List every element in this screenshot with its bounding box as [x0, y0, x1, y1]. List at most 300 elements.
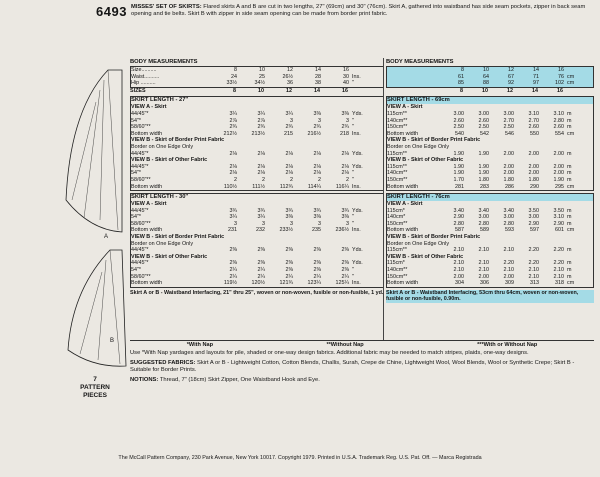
value-cell: 2.80	[453, 220, 464, 227]
value-cell: 2	[290, 176, 293, 183]
row-label: 140cm**	[387, 117, 408, 124]
value-cell: 12	[287, 67, 293, 73]
value-cell: 2.10	[453, 260, 464, 267]
row-values	[439, 74, 564, 81]
value-cell: 1.90	[453, 150, 464, 157]
value-cell: 2⅞	[257, 117, 265, 124]
value-cell: 3.50	[553, 207, 564, 214]
body-measurements-title: BODY MEASUREMENTS	[130, 59, 198, 65]
interfacing-note: Skirt A or B - Waistband Interfacing, 53cm thru 64cm, woven or non-woven, fusible or non-fusible, 0.90m.	[386, 290, 594, 303]
view-note: Border on One Edge Only	[131, 143, 194, 150]
value-cell: 2.60	[478, 117, 489, 124]
unit-label: m	[567, 117, 572, 124]
value-cell: 2⅜	[341, 267, 349, 274]
value-cell: 1.90	[453, 170, 464, 177]
row-values	[439, 164, 564, 171]
value-cell: 114¼	[307, 183, 321, 190]
unit-label: Ins.	[352, 183, 361, 190]
row-values	[439, 247, 564, 254]
size-cell: 16	[342, 87, 348, 94]
value-cell: 2.70	[503, 117, 514, 124]
value-cell: 28	[315, 73, 321, 80]
value-cell: 313	[530, 280, 539, 287]
column-divider	[383, 58, 384, 340]
value-cell: 12	[508, 67, 514, 73]
row-label: 115cm*	[387, 207, 405, 214]
unit-label: m	[567, 260, 572, 267]
row-values	[439, 170, 564, 177]
value-cell: 1.80	[503, 176, 514, 183]
publisher-footer: The McCall Pattern Company, 230 Park Avenue, New York 10017. Copyright 1979. Printed in U.S.A. Trademark Reg. U.S. Pat. Off. — Marca Registrada	[118, 455, 482, 461]
value-cell: 213½	[251, 130, 265, 137]
value-cell: 3.50	[528, 207, 539, 214]
value-cell: 3¼	[285, 110, 293, 117]
body-measurements-table	[130, 66, 384, 88]
table-row	[387, 208, 593, 215]
view-title: VIEW B - Skirt of Border Print Fabric	[131, 234, 225, 241]
value-cell: 2⅜	[341, 260, 349, 267]
table-row	[131, 80, 383, 87]
row-label: Waist..........	[131, 73, 160, 80]
row-label: 44/45"*	[131, 207, 149, 214]
value-cell: 110½	[223, 183, 237, 190]
value-cell: 2⅛	[341, 163, 349, 170]
unit-label: cm	[567, 73, 575, 80]
row-values	[439, 214, 564, 221]
row-label	[387, 80, 439, 87]
table-row	[387, 151, 593, 158]
fabrics-text: Skirt A or B - Lightweight Cotton, Cotton Blends, Challis, Surah, Crepe de Chine, Lightweight Wool, Wool Blends, Wool or Synthetic Crepe; Skirt B - Suitable for Border Prints.	[130, 360, 575, 373]
value-cell: 125¼	[335, 280, 349, 287]
value-cell: 2⅛	[313, 150, 321, 157]
value-cell: 2.00	[478, 273, 489, 280]
value-cell: 601	[555, 227, 564, 234]
unit-label: Yds.	[352, 207, 363, 214]
value-cell: 2.80	[503, 220, 514, 227]
row-values	[209, 111, 349, 118]
value-cell: 102	[555, 80, 564, 87]
suggested-fabrics	[130, 360, 594, 374]
value-cell: 231	[228, 227, 237, 234]
description-title: MISSES' SET OF SKIRTS:	[131, 4, 202, 10]
value-cell: 2.10	[478, 267, 489, 274]
table-row	[387, 170, 593, 177]
value-cell: 2	[262, 176, 265, 183]
value-cell: 2⅛	[341, 170, 349, 177]
value-cell: 587	[455, 227, 464, 234]
value-cell: 2.00	[453, 273, 464, 280]
unit-label: Ins.	[352, 280, 361, 287]
value-cell: 2.00	[528, 170, 539, 177]
section-title: SKIRT LENGTH - 27"	[131, 97, 189, 104]
unit-label: "	[352, 176, 354, 183]
value-cell: 2.80	[478, 220, 489, 227]
row-label: Bottom width	[131, 227, 163, 234]
table-row	[131, 124, 383, 131]
unit-label: Yds.	[352, 247, 363, 254]
value-cell: 306	[480, 280, 489, 287]
interfacing-note: Skirt A or B - Waistband Interfacing, 21" thru 25", woven or non-woven, fusible or non-fusible, 1 yd.	[130, 289, 384, 296]
row-values	[209, 221, 349, 228]
value-cell: 97	[533, 80, 539, 87]
value-cell: 3¼	[257, 214, 265, 221]
row-label: Bottom width	[131, 280, 163, 287]
value-cell: 542	[480, 130, 489, 137]
value-cell: 3.00	[478, 214, 489, 221]
value-cell: 2¼	[285, 273, 293, 280]
unit-label: cm	[567, 80, 575, 87]
value-cell: 3⅜	[313, 214, 321, 221]
row-values	[209, 80, 349, 87]
row-values	[209, 151, 349, 158]
unit-label: m	[567, 176, 572, 183]
value-cell: 318	[555, 280, 564, 287]
value-cell: 3.00	[453, 110, 464, 117]
row-label	[387, 74, 439, 81]
value-cell: 3	[262, 220, 265, 227]
view-title: VIEW B - Skirt of Border Print Fabric	[387, 234, 481, 241]
value-cell: 212½	[223, 130, 237, 137]
value-cell: 2.20	[553, 247, 564, 254]
value-cell: 14	[533, 67, 539, 73]
value-cell: 589	[480, 227, 489, 234]
view-title: VIEW A - Skirt	[387, 104, 423, 111]
row-values	[439, 67, 564, 74]
skirt-length-section	[386, 96, 594, 191]
value-cell: 34½	[254, 80, 265, 87]
unit-label: Ins.	[352, 130, 361, 137]
row-label: Size..........	[131, 67, 157, 73]
value-cell: 8	[461, 67, 464, 73]
unit-label: m	[567, 273, 572, 280]
value-cell: 2⅛	[229, 163, 237, 170]
size-cell: 8	[233, 87, 236, 94]
value-cell: 2⅜	[341, 247, 349, 254]
value-cell: 10	[259, 67, 265, 73]
row-label: Bottom width	[131, 130, 163, 137]
value-cell: 121¾	[279, 280, 293, 287]
unit-label: Yds.	[352, 150, 363, 157]
value-cell: 3¼	[257, 110, 265, 117]
value-cell: 2.10	[528, 267, 539, 274]
value-cell: 3.10	[553, 110, 564, 117]
size-cell: 14	[532, 87, 538, 94]
unit-label: m	[567, 150, 572, 157]
value-cell: 2⅜	[285, 260, 293, 267]
value-cell: 3¾	[285, 207, 293, 214]
notions	[130, 377, 594, 384]
table-row	[387, 184, 593, 191]
unit-label: m	[567, 170, 572, 177]
row-label: 150cm**	[387, 124, 408, 131]
value-cell: 2.10	[528, 273, 539, 280]
row-label: 58/60"**	[131, 176, 151, 183]
value-cell: 2¼	[257, 273, 265, 280]
table-row	[131, 184, 383, 191]
row-values	[439, 267, 564, 274]
value-cell: 2.00	[528, 163, 539, 170]
row-label: 44/45"*	[131, 163, 149, 170]
value-cell: 2⅜	[285, 247, 293, 254]
value-cell: 2.80	[553, 117, 564, 124]
value-cell: 2.10	[503, 247, 514, 254]
value-cell: 281	[455, 183, 464, 190]
row-label: 54"*	[131, 267, 142, 274]
value-cell: 2¼	[313, 273, 321, 280]
view-title: VIEW A - Skirt	[131, 201, 167, 208]
value-cell: 3.00	[503, 110, 514, 117]
value-cell: 236½	[335, 227, 349, 234]
value-cell: 2⅜	[285, 267, 293, 274]
size-cell: 10	[258, 87, 264, 94]
value-cell: 2⅜	[313, 247, 321, 254]
row-label: Bottom width	[387, 130, 419, 137]
row-values	[209, 164, 349, 171]
value-cell: 2.10	[453, 267, 464, 274]
unit-label: m	[567, 207, 572, 214]
table-row	[387, 221, 593, 228]
section-title: SKIRT LENGTH - 76cm	[387, 194, 593, 201]
value-cell: 3⅜	[313, 110, 321, 117]
table-row	[387, 260, 593, 267]
table-row	[131, 260, 383, 267]
view-note: Border on One Edge Only	[387, 240, 450, 247]
table-row	[387, 214, 593, 221]
skirt-sketches	[60, 50, 130, 380]
imperial-yardage-table	[130, 59, 384, 296]
row-label: 150cm**	[387, 273, 408, 280]
skirt-a-sketch	[66, 70, 122, 232]
value-cell: 2¼	[229, 267, 237, 274]
table-row	[131, 177, 383, 184]
nap-legend-without: **Without Nap	[326, 342, 364, 348]
value-cell: 71	[533, 73, 539, 80]
pattern-number: 6493	[96, 4, 127, 19]
value-cell: 3¾	[341, 207, 349, 214]
pattern-pieces-count	[60, 376, 130, 400]
value-cell: 546	[505, 130, 514, 137]
value-cell: 26½	[282, 73, 293, 80]
value-cell: 2	[346, 176, 349, 183]
value-cell: 2.00	[553, 163, 564, 170]
value-cell: 1.80	[478, 176, 489, 183]
table-row	[387, 80, 593, 87]
row-values	[209, 170, 349, 177]
value-cell: 2.00	[553, 170, 564, 177]
row-values	[209, 118, 349, 125]
sizes-label: SIZES	[130, 87, 146, 94]
nap-legend	[130, 340, 594, 348]
value-cell: 2⅞	[229, 117, 237, 124]
unit-label: cm	[567, 183, 575, 190]
value-cell: 64	[483, 73, 489, 80]
value-cell: 2.60	[453, 117, 464, 124]
sizes-row	[130, 88, 384, 95]
value-cell: 92	[508, 80, 514, 87]
value-cell: 2⅛	[285, 170, 293, 177]
value-cell: 540	[455, 130, 464, 137]
unit-label	[349, 67, 378, 74]
value-cell: 3¾	[229, 207, 237, 214]
pieces-word-2: PIECES	[83, 392, 107, 399]
value-cell: 3.00	[503, 214, 514, 221]
row-label: Bottom width	[387, 227, 419, 234]
value-cell: 304	[455, 280, 464, 287]
section-title: SKIRT LENGTH - 69cm	[387, 97, 593, 104]
row-values	[439, 177, 564, 184]
unit-label: Ins.	[352, 227, 361, 234]
row-values	[209, 131, 349, 138]
unit-label: cm	[567, 227, 575, 234]
value-cell: 3¾	[257, 207, 265, 214]
size-cell: 16	[557, 87, 563, 94]
unit-label: "	[352, 214, 354, 221]
skirt-length-section	[386, 193, 594, 288]
table-row	[131, 280, 383, 287]
row-values	[439, 131, 564, 138]
value-cell: 2.20	[553, 260, 564, 267]
value-cell: 554	[555, 130, 564, 137]
value-cell: 2⅛	[257, 170, 265, 177]
row-values	[439, 124, 564, 131]
value-cell: 2.00	[503, 163, 514, 170]
value-cell: 3¾	[313, 207, 321, 214]
value-cell: 1.80	[528, 176, 539, 183]
value-cell: 2⅜	[257, 247, 265, 254]
fabrics-label: SUGGESTED FABRICS:	[130, 360, 196, 366]
table-row	[387, 274, 593, 281]
table-row	[131, 170, 383, 177]
row-label: 58/60"**	[131, 273, 151, 280]
value-cell: 3.40	[478, 207, 489, 214]
view-title: VIEW B - Skirt of Other Fabric	[131, 253, 208, 260]
skirt-length-section	[130, 193, 384, 288]
size-cell: 12	[286, 87, 292, 94]
value-cell: 2⅛	[229, 170, 237, 177]
value-cell: 2⅛	[341, 150, 349, 157]
table-row	[131, 227, 383, 234]
body-measurements-table	[386, 66, 594, 88]
value-cell: 2.20	[528, 260, 539, 267]
view-title: VIEW A - Skirt	[131, 104, 167, 111]
row-label: 44/45"*	[131, 150, 149, 157]
row-values	[439, 274, 564, 281]
row-label: 150cm**	[387, 176, 408, 183]
value-cell: 3	[318, 220, 321, 227]
unit-label: "	[352, 220, 354, 227]
value-cell: 2⅛	[285, 150, 293, 157]
nap-legend-with: *With Nap	[186, 342, 214, 348]
row-label: 54"*	[131, 117, 142, 124]
row-values	[209, 247, 349, 254]
row-label: 58/60"**	[131, 124, 151, 131]
value-cell: 2⅜	[229, 260, 237, 267]
value-cell: 3¼	[229, 110, 237, 117]
unit-label: "	[352, 273, 354, 280]
value-cell: 233½	[279, 227, 293, 234]
row-label: 115cm**	[387, 163, 407, 170]
value-cell: 2.50	[503, 124, 514, 131]
value-cell: 3.00	[478, 110, 489, 117]
table-row	[387, 267, 593, 274]
row-values	[439, 280, 564, 287]
row-label: 140cm**	[387, 170, 408, 177]
row-values	[439, 184, 564, 191]
table-row	[387, 131, 593, 138]
section-title: SKIRT LENGTH - 30"	[131, 194, 189, 201]
value-cell: 216½	[307, 130, 321, 137]
value-cell: 14	[315, 67, 321, 73]
value-cell: 550	[530, 130, 539, 137]
value-cell: 8	[234, 67, 237, 73]
size-cell: 14	[314, 87, 320, 94]
value-cell: 3⅜	[341, 110, 349, 117]
value-cell: 2.10	[453, 247, 464, 254]
view-title: VIEW A - Skirt	[387, 201, 423, 208]
unit-label: "	[352, 80, 354, 87]
value-cell: 2.00	[553, 150, 564, 157]
value-cell: 119½	[223, 280, 237, 287]
unit-label: "	[352, 267, 354, 274]
value-cell: 3.40	[453, 207, 464, 214]
value-cell: 3⅜	[341, 214, 349, 221]
value-cell: 3⅜	[285, 214, 293, 221]
value-cell: 286	[505, 183, 514, 190]
value-cell: 2¼	[229, 273, 237, 280]
value-cell: 3	[318, 117, 321, 124]
table-row	[387, 247, 593, 254]
value-cell: 88	[483, 80, 489, 87]
value-cell: 33½	[226, 80, 237, 87]
row-values	[209, 260, 349, 267]
table-row	[131, 267, 383, 274]
row-label: Hip ..........	[131, 80, 156, 87]
row-values	[439, 227, 564, 234]
unit-label: "	[352, 170, 354, 177]
table-row	[131, 67, 383, 74]
value-cell: 2	[318, 176, 321, 183]
value-cell: 2⅜	[229, 247, 237, 254]
view-title: VIEW B - Skirt of Other Fabric	[387, 157, 464, 164]
value-cell: 2.60	[553, 124, 564, 131]
row-label: Bottom width	[387, 183, 419, 190]
row-values	[209, 184, 349, 191]
table-row	[131, 131, 383, 138]
unit-label: m	[567, 163, 572, 170]
table-row	[131, 111, 383, 118]
value-cell: 218	[340, 130, 349, 137]
value-cell: 30	[343, 73, 349, 80]
row-values	[209, 177, 349, 184]
value-cell: 1.90	[453, 163, 464, 170]
value-cell: 2.00	[503, 273, 514, 280]
value-cell: 2⅛	[229, 150, 237, 157]
value-cell: 3.10	[553, 214, 564, 221]
table-row	[387, 227, 593, 234]
unit-label	[564, 67, 591, 74]
row-label: Bottom width	[131, 183, 163, 190]
value-cell: 1.90	[553, 176, 564, 183]
value-cell: 2.00	[503, 170, 514, 177]
value-cell: 10	[483, 67, 489, 73]
row-values	[209, 67, 349, 74]
row-values	[209, 208, 349, 215]
table-row	[131, 214, 383, 221]
value-cell: 2.60	[528, 124, 539, 131]
value-cell: 2⅜	[313, 267, 321, 274]
value-cell: 3¼	[229, 214, 237, 221]
value-cell: 2⅛	[257, 163, 265, 170]
